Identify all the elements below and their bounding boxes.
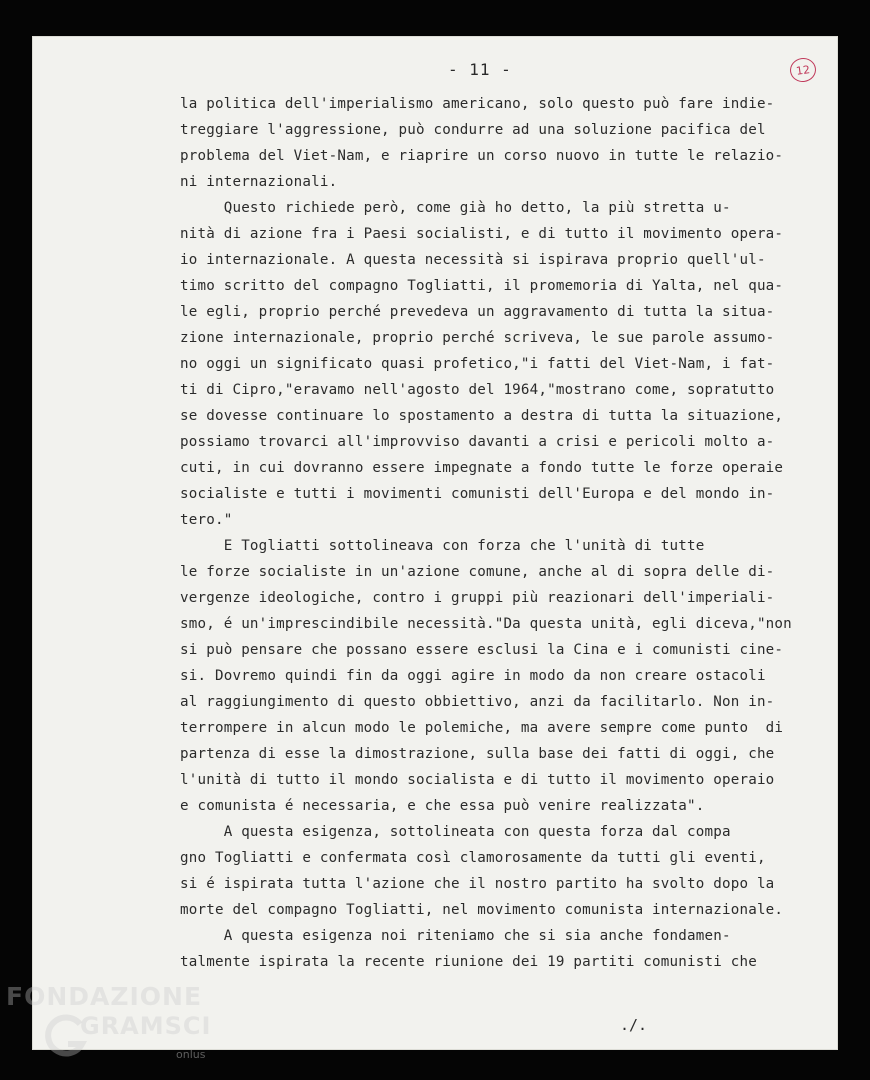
text-line: gno Togliatti e confermata così clamorosamente da tutti gli eventi, <box>180 850 766 866</box>
watermark-line-1: FONDAZIONE <box>6 982 203 1011</box>
text-line: e comunista é necessaria, e che essa può venire realizzata". <box>180 798 705 814</box>
text-line: l'unità di tutto il mondo socialista e di tutto il movimento operaio <box>180 772 775 788</box>
text-line: A questa esigenza, sottolineata con questa forza dal compa <box>180 824 731 840</box>
watermark-line-3: onlus <box>176 1048 206 1061</box>
text-line: possiamo trovarci all'improvviso davanti a crisi e pericoli molto a- <box>180 434 775 450</box>
text-line: le egli, proprio perché prevedeva un aggravamento di tutta la situa- <box>180 304 775 320</box>
text-line: si é ispirata tutta l'azione che il nostro partito ha svolto dopo la <box>180 876 775 892</box>
text-line: treggiare l'aggressione, può condurre ad una soluzione pacifica del <box>180 122 766 138</box>
watermark-line-2: GRAMSCI <box>80 1012 212 1040</box>
text-line: talmente ispirata la recente riunione dei 19 partiti comunisti che <box>180 954 757 970</box>
text-line: la politica dell'imperialismo americano, solo questo può fare indie- <box>180 96 775 112</box>
text-line: smo, é un'imprescindibile necessità."Da questa unità, egli diceva,"non <box>180 616 792 632</box>
text-line: partenza di esse la dimostrazione, sulla base dei fatti di oggi, che <box>180 746 775 762</box>
text-line: ti di Cipro,"eravamo nell'agosto del 1964,"mostrano come, sopratutto <box>180 382 775 398</box>
text-line: morte del compagno Togliatti, nel movimento comunista internazionale. <box>180 902 784 918</box>
text-line: se dovesse continuare lo spostamento a destra di tutta la situazione, <box>180 408 784 424</box>
text-line: terrompere in alcun modo le polemiche, ma avere sempre come punto di <box>180 720 784 736</box>
text-line: timo scritto del compagno Togliatti, il promemoria di Yalta, nel qua- <box>180 278 784 294</box>
text-line: si. Dovremo quindi fin da oggi agire in modo da non creare ostacoli <box>180 668 766 684</box>
text-line: zione internazionale, proprio perché scriveva, le sue parole assumo- <box>180 330 775 346</box>
text-line: le forze socialiste in un'azione comune, anche al di sopra delle di- <box>180 564 775 580</box>
text-line: io internazionale. A questa necessità si ispirava proprio quell'ul- <box>180 252 766 268</box>
text-line: socialiste e tutti i movimenti comunisti dell'Europa e del mondo in- <box>180 486 775 502</box>
text-line: Questo richiede però, come già ho detto, la più stretta u- <box>180 200 731 216</box>
text-line: al raggiungimento di questo obbiettivo, anzi da facilitarlo. Non in- <box>180 694 775 710</box>
text-line: no oggi un significato quasi profetico,"i fatti del Viet-Nam, i fat- <box>180 356 775 372</box>
text-line: A questa esigenza noi riteniamo che si sia anche fondamen- <box>180 928 731 944</box>
text-line: si può pensare che possano essere esclusi la Cina e i comunisti cine- <box>180 642 784 658</box>
text-line: ni internazionali. <box>180 174 338 190</box>
archive-stamp-number: 12 <box>788 56 817 83</box>
text-line: nità di azione fra i Paesi socialisti, e di tutto il movimento opera- <box>180 226 784 242</box>
continuation-mark: ./. <box>620 1016 648 1034</box>
text-line: problema del Viet-Nam, e riaprire un corso nuovo in tutte le relazio- <box>180 148 784 164</box>
text-line: E Togliatti sottolineava con forza che l'unità di tutte <box>180 538 705 554</box>
text-line: vergenze ideologiche, contro i gruppi più reazionari dell'imperiali- <box>180 590 775 606</box>
text-line: cuti, in cui dovranno essere impegnate a fondo tutte le forze operaie <box>180 460 784 476</box>
page-number: - 11 - <box>448 60 512 79</box>
text-line: tero." <box>180 512 233 528</box>
